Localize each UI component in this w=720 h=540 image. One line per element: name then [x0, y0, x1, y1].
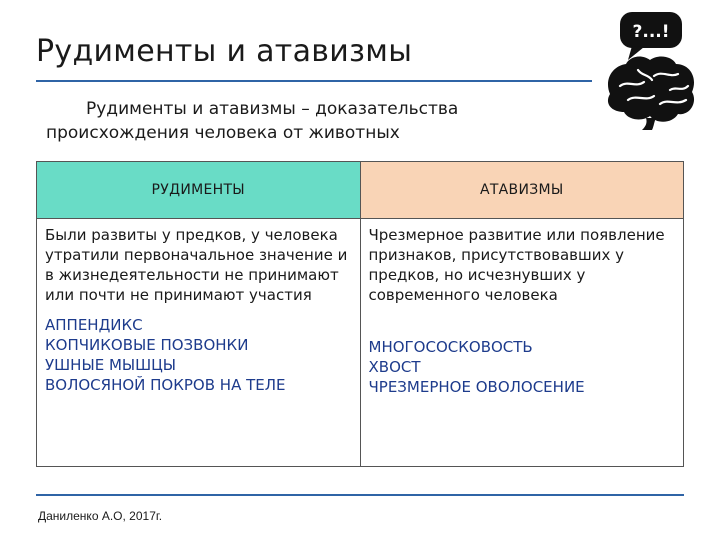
list-item: ХВОСТ — [368, 358, 421, 376]
speech-bubble-text: ?...! — [632, 22, 670, 42]
table-row — [37, 219, 684, 467]
rudiments-definition: Были развиты у предков, у человека утратили первоначальное значение и в жизнедеятельности не принимают или почти не принимают участия — [45, 226, 348, 304]
list-item: МНОГОСОСКОВОСТЬ — [368, 338, 533, 356]
header-atavisms: АТАВИЗМЫ — [360, 162, 684, 219]
list-item: ВОЛОСЯНОЙ ПОКРОВ НА ТЕЛЕ — [45, 376, 286, 394]
comparison-table — [36, 161, 684, 467]
atavisms-examples — [369, 337, 678, 397]
cell-rudiments — [37, 219, 361, 467]
atavisms-definition: Чрезмерное развитие или появление признаков, присутствовавших у предков, но исчезнувших у современного человека — [368, 226, 665, 304]
brain-icon — [598, 6, 702, 130]
author-credit: Даниленко А.О, 2017г. — [38, 509, 163, 523]
slide-title: Рудименты и атавизмы — [36, 34, 413, 69]
intro-text: Рудименты и атавизмы – доказательства происхождения человека от животных — [46, 99, 459, 143]
list-item: ЧРЕЗМЕРНОЕ ОВОЛОСЕНИЕ — [368, 378, 585, 396]
table-header-row — [37, 162, 684, 219]
title-divider — [36, 80, 592, 82]
list-item: УШНЫЕ МЫШЦЫ — [45, 356, 177, 374]
list-item: АППЕНДИКС — [45, 316, 143, 334]
header-rudiments: РУДИМЕНТЫ — [37, 162, 361, 219]
rudiments-examples — [45, 315, 354, 395]
brain-shape — [608, 57, 694, 130]
list-item: КОПЧИКОВЫЕ ПОЗВОНКИ — [45, 336, 249, 354]
intro-paragraph — [46, 97, 566, 145]
cell-atavisms — [360, 219, 684, 467]
footer-divider — [36, 494, 684, 496]
